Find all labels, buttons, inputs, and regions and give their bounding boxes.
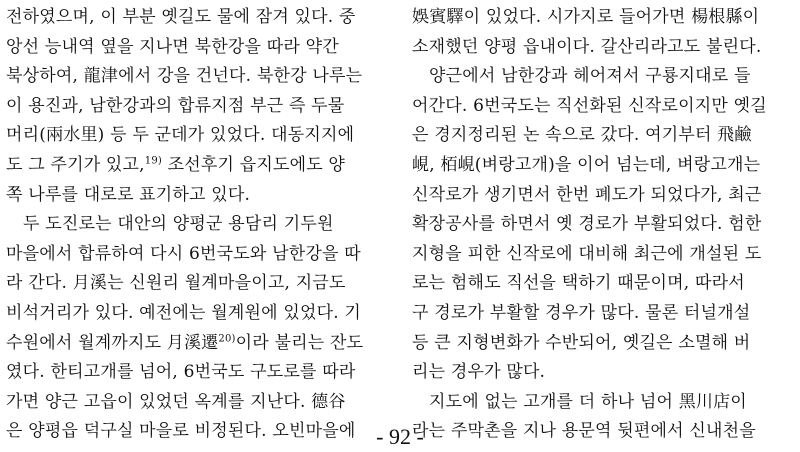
line-text: 도 그 주기가 있고,	[6, 154, 145, 175]
line-text: 앙선 능내역 옆을 지나면 북한강을 따라 약간	[6, 36, 339, 57]
right-column-line	[412, 210, 798, 240]
line-text: 로는 험해도 직선을 택하기 때문이며, 따라서	[412, 273, 745, 294]
line-text: 두 도진로는 대안의 양평군 용담리 기두원	[23, 214, 334, 235]
line-text: 양근에서 남한강과 헤어져서 구룡지대로 들	[429, 66, 751, 87]
left-column-line	[6, 269, 392, 299]
line-text: 리는 경우가 많다.	[412, 362, 546, 383]
left-column-line	[6, 92, 392, 122]
left-column-line	[6, 3, 392, 33]
line-text: 라 간다. 月溪는 신원리 월계마을이고, 지금도	[6, 273, 346, 294]
line-text: 娛賓驛이 있었다. 시가지로 들어가면 楊根縣이	[412, 7, 760, 27]
left-column	[6, 3, 392, 447]
right-column-line	[412, 62, 798, 92]
line-text: 소재했던 양평 읍내이다. 갈산리라고도 불린다.	[412, 36, 762, 57]
left-column-line	[6, 181, 392, 211]
page-number: - 92 -	[376, 424, 424, 449]
left-column-line	[6, 121, 392, 151]
right-column-line	[412, 329, 798, 359]
line-text: 지형을 피한 신작로에 대비해 최근에 개설된 도	[412, 243, 762, 264]
left-column-line	[6, 329, 392, 359]
line-text: 비석거리가 있다. 예전에는 월계원에 있었다. 기	[6, 302, 362, 323]
right-column-line	[412, 358, 798, 388]
right-column-line	[412, 388, 798, 418]
line-text: 라는 주막촌을 지나 용문역 뒷편에서 신내천을	[412, 421, 756, 442]
line-text: 북상하여, 龍津에서 강을 건넌다. 북한강 나루는	[6, 66, 363, 87]
right-column-line	[412, 240, 798, 270]
footnote-marker: 20)	[218, 332, 236, 344]
line-text: 은 양평읍 덕구실 마을로 비정된다. 오빈마을에	[6, 421, 356, 442]
right-column	[412, 3, 798, 447]
line-text: 확장공사를 하면서 옛 경로가 부활되었다. 험한	[412, 214, 762, 235]
footnote-marker: 19)	[144, 155, 163, 167]
line-text: 어간다. 6번국도는 직선화된 신작로이지만 옛길	[412, 95, 767, 116]
right-column-line	[412, 181, 798, 211]
left-column-line	[6, 240, 392, 270]
left-column-line	[6, 151, 392, 181]
line-text: 지도에 없는 고개를 더 하나 넘어 黑川店이	[429, 391, 747, 412]
line-text: 등 큰 지형변화가 수반되어, 옛길은 소멸해 버	[412, 332, 751, 353]
left-column-line	[6, 299, 392, 329]
line-text: 머리(兩水里) 등 두 군데가 있었다. 대동지지에	[6, 125, 355, 146]
left-column-line	[6, 210, 392, 240]
line-text: 였다. 한티고개를 넘어, 6번국도 구도로를 따라	[6, 362, 356, 383]
line-text-continued: 조선후기 읍지도에도 양	[162, 154, 346, 175]
right-column-line	[412, 121, 798, 151]
line-text: 신작로가 생기면서 한번 폐도가 되었다가, 최근	[412, 184, 762, 205]
right-column-line	[412, 33, 798, 63]
line-text: 峴, 栢峴(벼랑고개)을 이어 넘는데, 벼랑고개는	[412, 154, 761, 175]
right-column-line	[412, 92, 798, 122]
line-text: 구 경로가 부활할 경우가 많다. 물론 터널개설	[412, 302, 751, 323]
line-text: 수원에서 월계까지도 月溪遷	[6, 332, 219, 353]
right-column-line	[412, 299, 798, 329]
line-text-continued: 이라 불리는 잔도	[235, 332, 364, 353]
left-column-line	[6, 62, 392, 92]
left-column-line	[6, 358, 392, 388]
left-column-line	[6, 33, 392, 63]
right-column-line	[412, 269, 798, 299]
line-text: 가면 양근 고읍이 있었던 옥계를 지난다. 德谷	[6, 391, 346, 412]
line-text: 은 경지정리된 논 속으로 갔다. 여기부터 飛鹼	[412, 125, 752, 146]
right-column-line	[412, 151, 798, 181]
right-column-line	[412, 3, 798, 33]
line-text: 이 용진과, 남한강과의 합류지점 부근 즉 두물	[6, 95, 345, 116]
line-text: 전하였으며, 이 부분 옛길도 물에 잠겨 있다. 중	[6, 7, 356, 27]
line-text: 쪽 나루를 대로로 표기하고 있다.	[6, 184, 251, 205]
line-text: 마을에서 합류하여 다시 6번국도와 남한강을 따	[6, 243, 361, 264]
left-column-line	[6, 388, 392, 418]
